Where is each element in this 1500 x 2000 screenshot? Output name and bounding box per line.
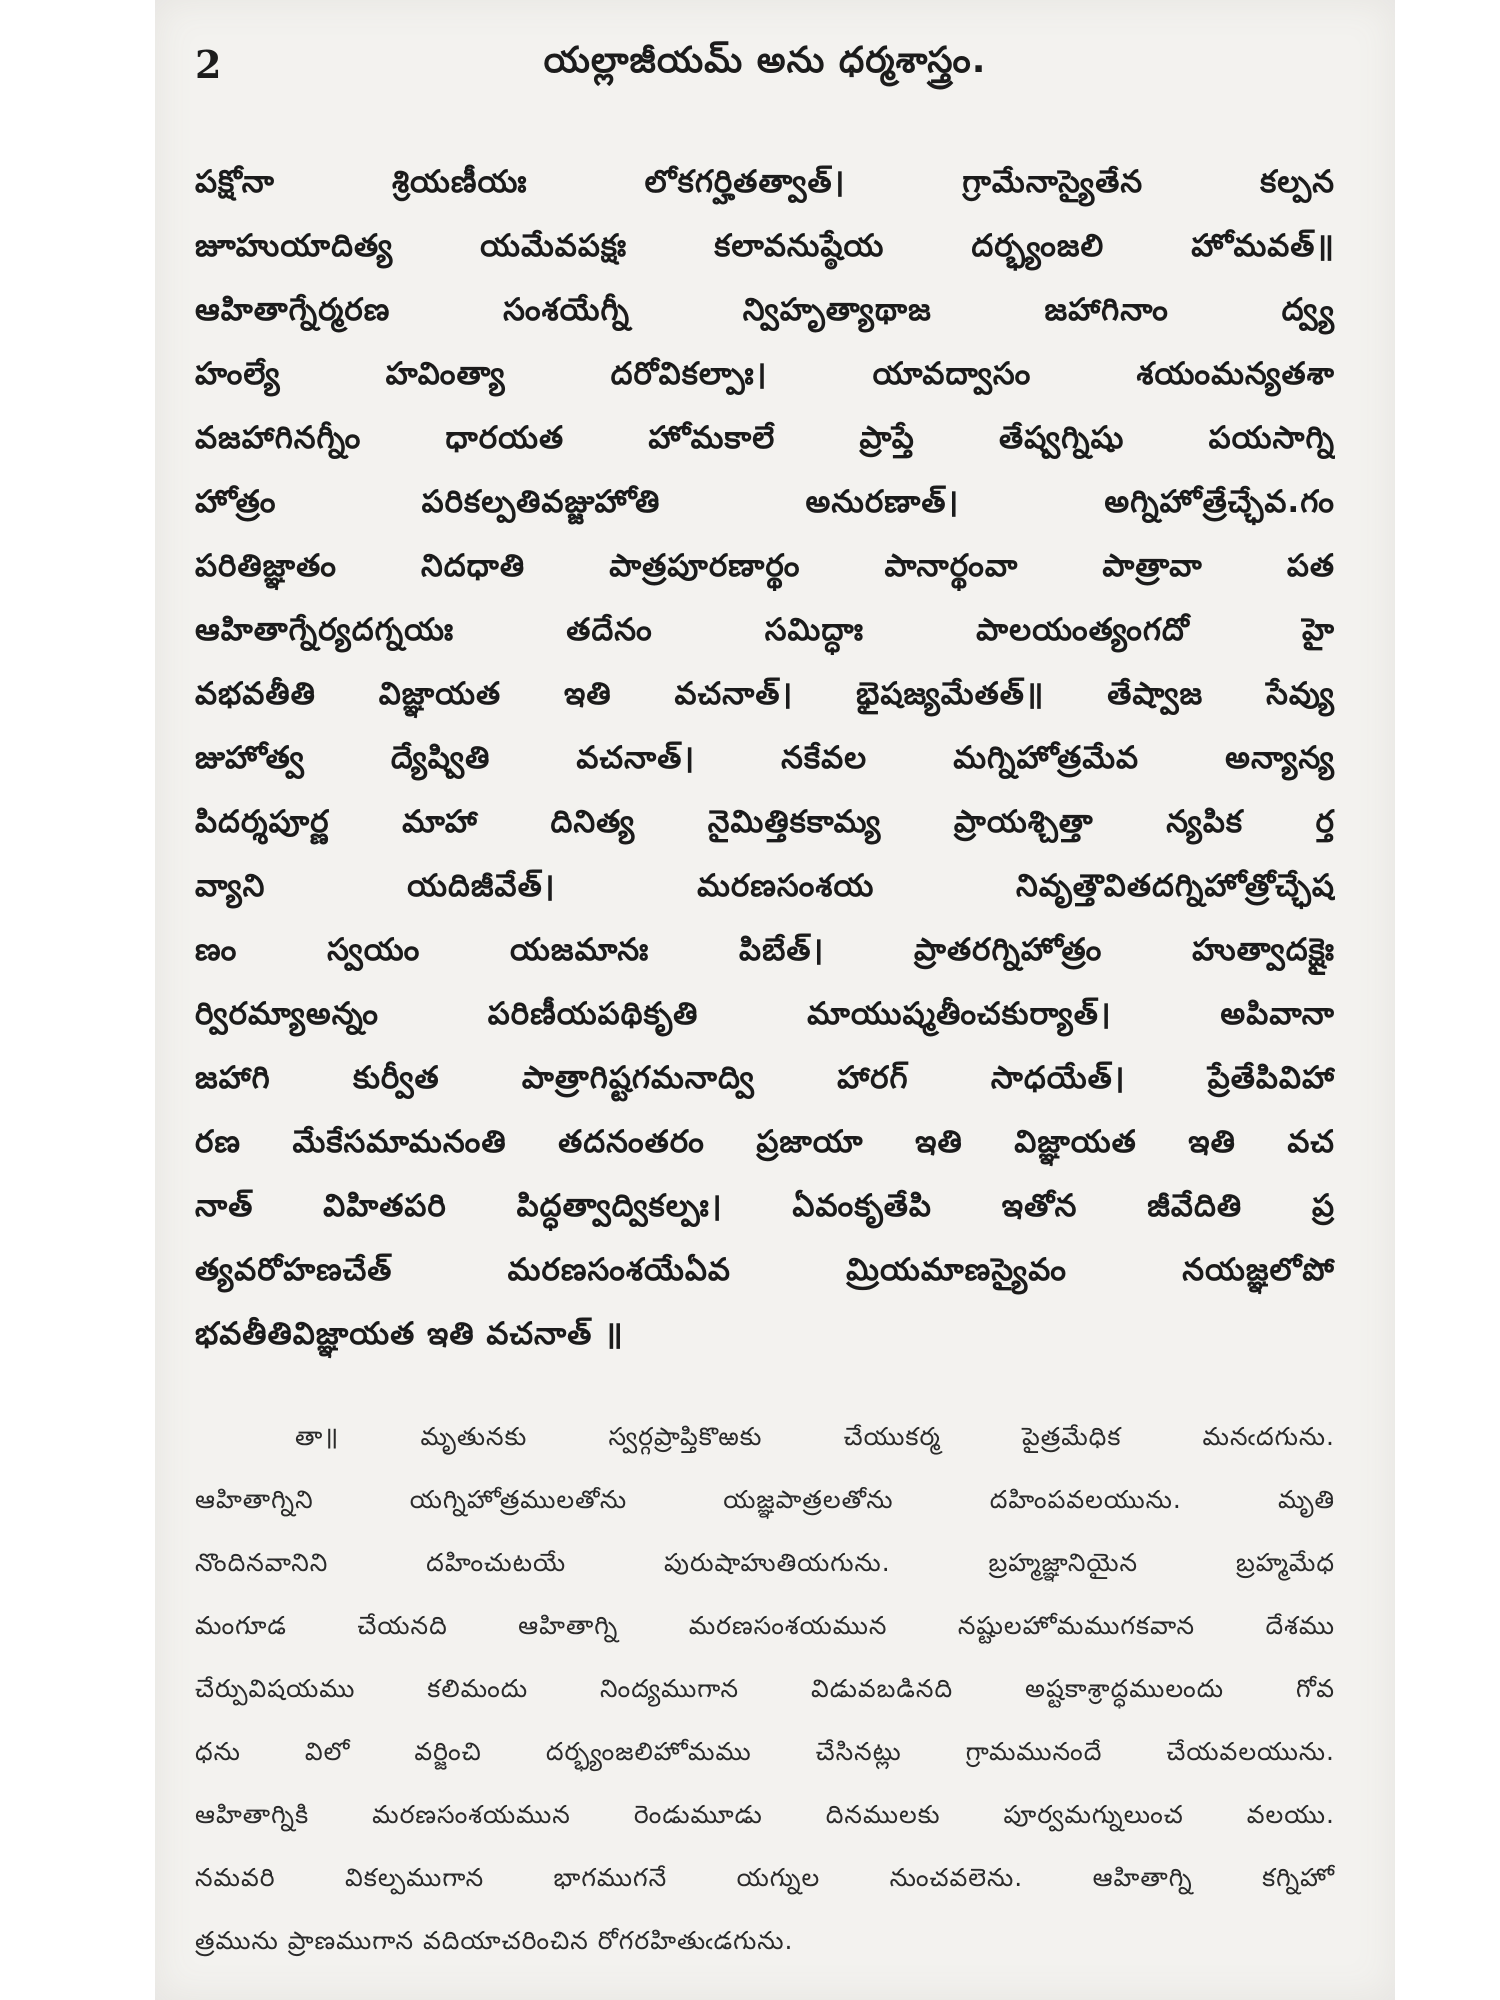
verse-line: భవతీతివిజ్ఞాయత ఇతి వచనాత్ ॥ xyxy=(195,1316,624,1352)
verse-line: నాత్ విహితపరి పిద్ధత్వాద్వికల్పః। ఏవంకృతేపి ఇతోన జీవేదితి ప్ర xyxy=(195,1188,1335,1224)
book-page xyxy=(155,0,1395,2000)
commentary-line: ఆహితాగ్నికి మరణసంశయమున రెండుమూడు దినములకు పూర్వమగ్నులుంచ వలయు. xyxy=(195,1800,1335,1829)
verse-text xyxy=(195,150,1335,1366)
verse-line: వ్యాని యదిజీవేత్। మరణసంశయ నివృత్తౌవితదగ్నిహోత్రోచ్ఛేష xyxy=(195,868,1335,904)
verse-line: హంల్యే హవింత్యా దరోవికల్పాః। యావద్వాసం శయంమన్యతశా xyxy=(195,356,1335,392)
commentary-line: తా॥ మృతునకు స్వర్గప్రాప్తికొఱకు చేయుకర్మ పైత్రమేధిక మనఁదగును. xyxy=(295,1422,1335,1451)
verse-line: ణం స్వయం యజమానః పిబేత్। ప్రాతరగ్నిహోత్రం హుత్వాదక్షైః xyxy=(195,932,1335,968)
verse-line: జహాగి కుర్వీత పాత్రాగిష్టగమనాద్వి హారగ్ సాధయేత్। ప్రేతేపివిహా xyxy=(195,1060,1335,1096)
commentary-line: నమవరి వికల్పముగాన భాగముగనే యగ్నుల నుంచవలెను. ఆహితాగ్ని కగ్నిహో xyxy=(195,1863,1335,1892)
verse-line: ర్విరమ్యాఅన్నం పరిణీయపథికృతి మాయుష్మతీంచకుర్యాత్। అపివానా xyxy=(195,996,1335,1032)
commentary-line: మంగూడ చేయనది ఆహితాగ్ని మరణసంశయమున నష్టులహోమముగకవాన దేశము xyxy=(195,1611,1335,1640)
verse-line: పిదర్శపూర్ణ మాహా దినిత్య నైమిత్తికకామ్య ప్రాయశ్చిత్తా న్యపిక ర్త xyxy=(195,804,1335,840)
commentary-line: ఆహితాగ్నిని యగ్నిహోత్రములతోను యజ్ఞపాత్రలతోను దహింపవలయును. మృతి xyxy=(195,1485,1335,1514)
verse-line: జూహుయాదిత్య యమేవపక్షః కలావనుష్ఠేయ దర్భ్యంజలి హోమవత్॥ xyxy=(195,228,1335,264)
verse-line: పరితిజ్ఞాతం నిదధాతి పాత్రపూరణార్థం పానార్థంవా పాత్రావా పత xyxy=(195,548,1335,584)
page-header xyxy=(195,36,1335,96)
commentary-text xyxy=(195,1405,1335,1972)
verse-line: జుహోత్వ ద్యేష్వితి వచనాత్। నకేవల మగ్నిహోత్రమేవ అన్యాన్య xyxy=(195,740,1335,776)
commentary-line: ధను విలో వర్జించి దర్భ్యంజలిహోమము చేసినట్లు గ్రామమునందే చేయవలయును. xyxy=(195,1737,1335,1766)
verse-line: రణ మేకేసమామనంతి తదనంతరం ప్రజాయా ఇతి విజ్ఞాయత ఇతి వచ xyxy=(195,1124,1335,1160)
commentary-line: త్రమును ప్రాణముగాన వదియాచరించిన రోగరహితుఁడగును. xyxy=(195,1926,794,1955)
commentary-line: చేర్పువిషయము కలిమందు నింద్యముగాన విడువబడినది అష్టకాశ్రాద్ధములందు గోవ xyxy=(195,1674,1335,1703)
running-title: యల్లాజీయమ్ అను ధర్మశాస్త్రం. xyxy=(543,40,987,81)
verse-line: పక్షోనా శ్రియణీయః లోకగర్హితత్వాత్। గ్రామేనాస్యైతేన కల్పన xyxy=(195,164,1335,200)
commentary-line: నొందినవానిని దహించుటయే పురుషాహుతియగును. బ్రహ్మజ్ఞానియైన బ్రహ్మమేధ xyxy=(195,1548,1335,1577)
page-number: 2 xyxy=(195,42,222,87)
verse-line: వజహాగినగ్నీం ధారయత హోమకాలే ప్రాప్తే తేష్వగ్నిషు పయసాగ్ని xyxy=(195,420,1335,456)
verse-line: వభవతీతి విజ్ఞాయత ఇతి వచనాత్। భైషజ్యమేతత్॥ తేష్వాజ సేవ్యు xyxy=(195,676,1335,712)
verse-line: త్యవరోహణచేత్ మరణసంశయేఏవ మ్రియమాణస్యైవం నయజ్ఞలోపో xyxy=(195,1252,1335,1288)
verse-line: ఆహితాగ్నేర్మరణ సంశయేగ్నీ న్విహృత్యాథాజ జహాగినాం ద్వ్య xyxy=(195,292,1335,328)
verse-line: ఆహితాగ్నేర్యదగ్నయః తదేనం సమిద్ధాః పాలయంత్యంగదో హై xyxy=(195,612,1335,648)
verse-line: హోత్రం పరికల్పతివజ్జుహోతి అనురణాత్। అగ్నిహోత్రేచ్ఛేవ.గం xyxy=(195,484,1335,520)
